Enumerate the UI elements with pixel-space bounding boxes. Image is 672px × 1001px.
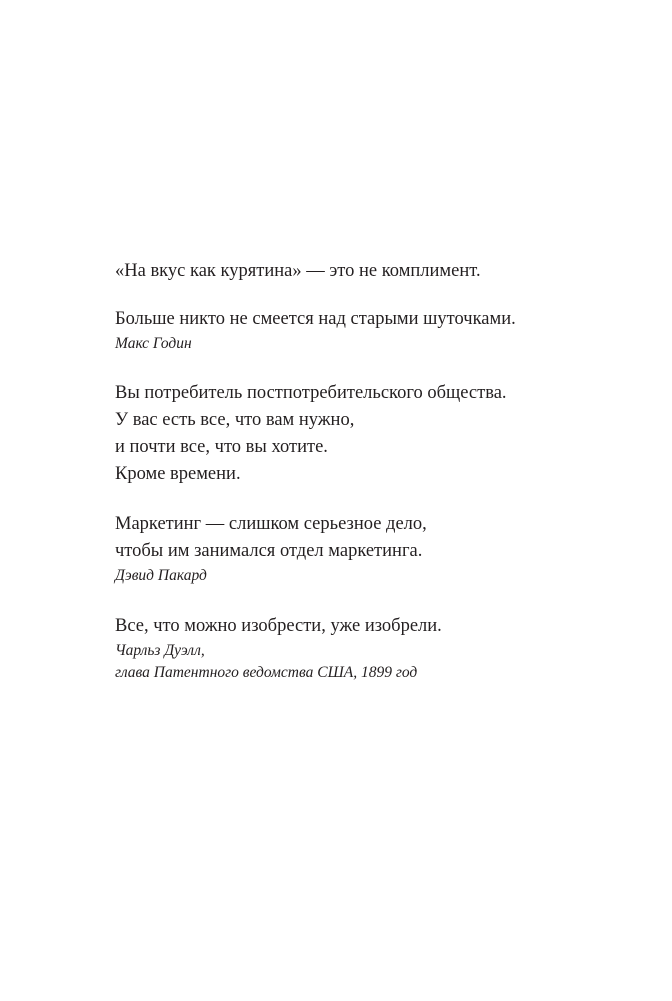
epigraph-line: Больше никто не смеется над старыми шуточками. xyxy=(115,309,516,329)
epigraph-line: «На вкус как курятина» — это не комплимент. xyxy=(115,261,481,281)
epigraph-line: чтобы им занимался отдел маркетинга. xyxy=(115,541,423,561)
epigraph-line: Кроме времени. xyxy=(115,464,241,484)
epigraph-line: Маркетинг — слишком серьезное дело, xyxy=(115,514,427,534)
epigraph-line: и почти все, что вы хотите. xyxy=(115,437,328,457)
epigraph-old-jokes xyxy=(115,306,615,355)
epigraph-attribution: Чарльз Дуэлл, xyxy=(115,642,205,659)
epigraph-attribution: Макс Годин xyxy=(115,335,192,352)
epigraph-chicken xyxy=(115,258,615,285)
epigraph-section xyxy=(115,258,615,684)
epigraph-invented xyxy=(115,613,615,684)
epigraph-post-consumer xyxy=(115,380,615,488)
epigraph-line: Все, что можно изобрести, уже изобрели. xyxy=(115,616,442,636)
epigraph-attribution: глава Патентного ведомства США, 1899 год xyxy=(115,664,418,681)
epigraph-attribution: Дэвид Пакард xyxy=(115,567,207,584)
epigraph-line: Вы потребитель постпотребительского общества. xyxy=(115,383,507,403)
epigraph-line: У вас есть все, что вам нужно, xyxy=(115,410,355,430)
epigraph-marketing xyxy=(115,511,615,587)
